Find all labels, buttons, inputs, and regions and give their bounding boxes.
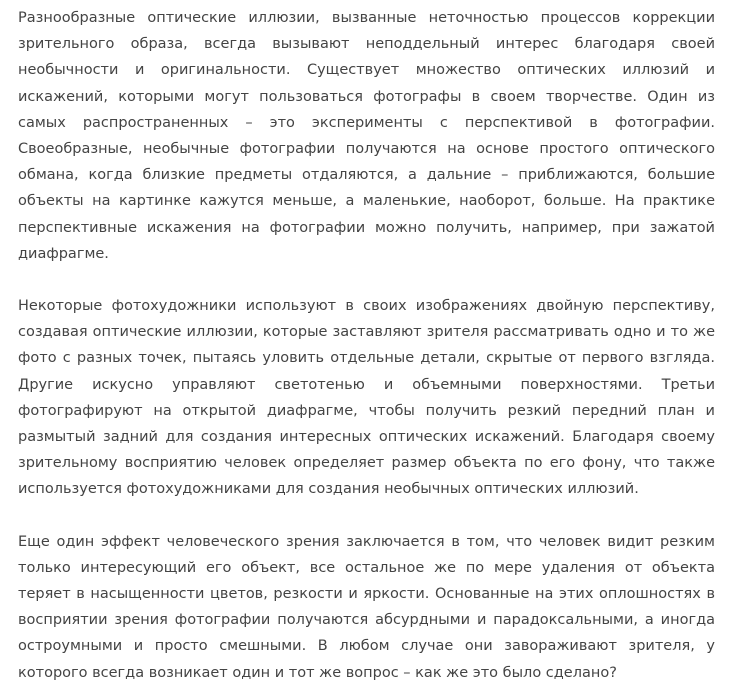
paragraph-1: Разнообразные оптические иллюзии, вызванные неточностью процессов коррекции зрительного образа, всегда вызывают неподдельный интерес благодаря своей необычности и оригинальности. Существует множество оптических иллюзий и искажений, которыми могут пользоваться фотографы в своем творчестве. Один из самых распространенных – это эксперименты с перспективой в фотографии. Своеобразные, необычные фотографии получаются на основе простого оптического обмана, когда близкие предметы отдаляются, а дальние – приближаются, большие объекты на картинке кажутся меньше, а маленькие, наоборот, больше. На практике перспективные искажения на фотографии можно получить, например, при зажатой диафрагме. [18, 10, 715, 262]
paragraph-3: Еще один эффект человеческого зрения заключается в том, что человек видит резким только интересующий его объект, все остальное же по мере удаления от объекта теряет в насыщенности цветов, резкости и яркости. Основанные на этих оплошностях в восприятии зрения фотографии получаются абсурдными и парадоксальными, а иногда остроумными и просто смешными. В любом случае они завораживают зрителя, у которого всегда возникает один и тот же вопрос – как же это было сделано? [18, 533, 715, 681]
paragraph-2: Некоторые фотохудожники используют в своих изображениях двойную перспективу, создавая оптические иллюзии, которые заставляют зрителя рассматривать одно и то же фото с разных точек, пытаясь уловить отдельные детали, скрытые от первого взгляда. Другие искусно управляют светотенью и объемными поверхностями. Третьи фотографируют на открытой диафрагме, чтобы получить резкий передний план и размытый задний для создания интересных оптических искажений. Благодаря своему зрительному восприятию человек определяет размер объекта по его фону, что также используется фотохудожниками для создания необычных оптических иллюзий. [18, 298, 715, 498]
article-body [18, 5, 715, 686]
